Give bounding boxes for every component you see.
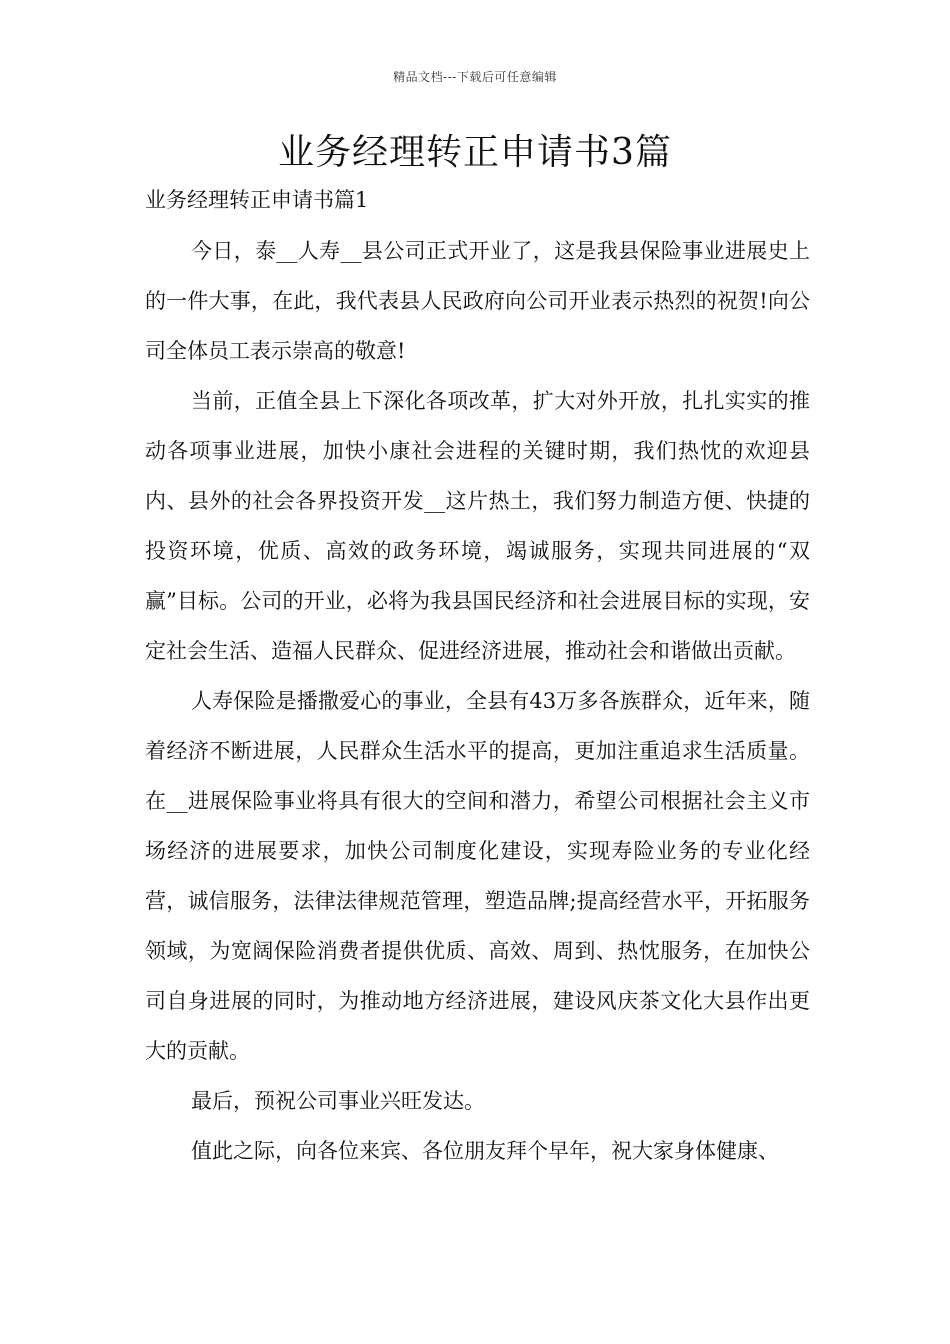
document-title: 业务经理转正申请书3篇	[278, 132, 672, 173]
section-heading: 业务经理转正申请书篇1	[145, 188, 369, 212]
paragraph-1: 今日，泰__人寿__县公司正式开业了，这是我县保险事业进展史上的一件大事，在此，我代表县人民政府向公司开业表示热烈的祝贺!向公司全体员工表示崇高的敬意!	[145, 239, 810, 363]
document-body	[145, 226, 810, 1176]
paragraph-5: 值此之际，向各位来宾、各位朋友拜个早年，祝大家身体健康、	[191, 1139, 779, 1163]
paragraph-3: 人寿保险是播撒爱心的事业，全县有43万多各族群众，近年来，随着经济不断进展，人民群众生活水平的提高，更加注重追求生活质量。在__进展保险事业将具有很大的空间和潜力，希望公司根据社会主义市场经济的进展要求，加快公司制度化建设，实现寿险业务的专业化经营，诚信服务，法律法律规范管理，塑造品牌;提高经营水平，开拓服务领域，为宽阔保险消费者提供优质、高效、周到、热忱服务，在加快公司自身进展的同时，为推动地方经济进展，建设风庆茶文化大县作出更大的贡献。	[145, 689, 810, 1063]
paragraph-2: 当前，正值全县上下深化各项改革，扩大对外开放，扎扎实实的推动各项事业进展，加快小康社会进程的关键时期，我们热忱的欢迎县内、县外的社会各界投资开发__这片热土，我们努力制造方便、快捷的投资环境，优质、高效的政务环境，竭诚服务，实现共同进展的“双赢”目标。公司的开业，必将为我县国民经济和社会进展目标的实现，安定社会生活、造福人民群众、促进经济进展，推动社会和谐做出贡献。	[145, 389, 810, 663]
paragraph-4: 最后，预祝公司事业兴旺发达。	[191, 1089, 485, 1113]
header-note: 精品文档---下载后可任意编辑	[393, 70, 557, 84]
